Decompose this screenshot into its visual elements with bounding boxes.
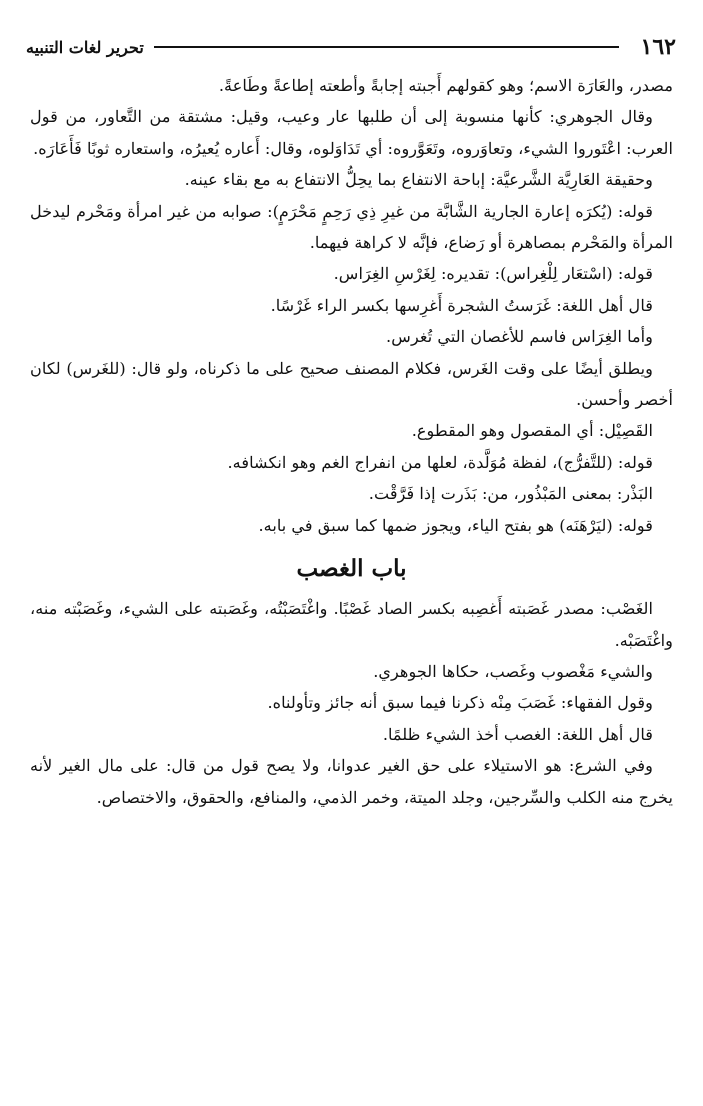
running-title: تحرير لغات التنبيه — [26, 37, 144, 57]
paragraph: قوله: (يُكرَه إعارة الجارية الشَّابَّة من غيرِ ذِي رَحِمٍ مَحْرَمٍ): صوابه من غير امرأة ومَحْرم ليدخل المرأة والمَحْرم بمصاهرة أو رَضاع، فإنَّه لا كراهة فيهما. — [30, 201, 673, 253]
paragraph: مصدر، والعَارَة الاسم؛ وهو كقولهم أَجبته إجابةً وأطعته إطاعةً وطَاعةً. — [218, 76, 673, 95]
paragraph: وأما الغِرَاس فاسم للأغصان التي تُغرس. — [386, 327, 653, 347]
paragraph: قال أهل اللغة: غَرَستُ الشجرة أَغرِسها بكسر الراء غَرْسًا. — [270, 295, 653, 315]
paragraph: وحقيقة العَارِيَّة الشَّرعيَّة: إباحة الانتفاع بما يحِلُّ الانتفاع به مع بقاء عينه. — [184, 170, 653, 190]
page-number: ١٦٢ — [640, 34, 676, 60]
paragraph: قال أهل اللغة: الغصب أخذ الشيء ظلمًا. — [382, 724, 653, 744]
paragraph: قوله: (اسْتعَار لِلْغِراس): تقديره: لِغَرْسِ الغِرَاس. — [333, 264, 653, 284]
page-content — [30, 70, 673, 813]
paragraph: وقال الجوهري: كأنها منسوبة إلى أن طلبها عار وعيب، وقيل: مشتقة من التَّعاور، من قول العرب: اعْتَوروا الشيء، وتعاوَروه، وتَعَوَّروه: أي تَدَاوَلوه، وقال: أَعاره يُعيرُه، واستعاره ثوبًا فَأَعَارَه. — [30, 107, 673, 158]
page-header — [26, 30, 676, 64]
paragraph: وقول الفقهاء: غَصَبَ مِنْه ذكرنا فيما سبق أنه جائز وتأولناه. — [267, 693, 653, 713]
paragraph: الغَصْب: مصدر غَصَبته أَغصِبه بكسر الصاد غَصْبًا. واغْتَصَبْتُه، وغَصَبته على الشيء، وغَصَبْته منه، واغْتَصَبْه. — [30, 599, 673, 650]
paragraph: وفي الشرع: هو الاستيلاء على حق الغير عدوانا، ولا يصح قول من قال: على مال الغير لأنه يخرج منه الكلب والسِّرجين، وجلد الميتة، وخمر الذمي، والمنافع، والحقوق، والاختصاص. — [30, 756, 673, 807]
paragraph: القَصِيْل: أي المقصول وهو المقطوع. — [411, 421, 653, 441]
paragraph: قوله: (للتَّفرُّج)، لفظة مُوَلَّدة، لعلها من انفراج الغم وهو انكشافه. — [227, 452, 653, 472]
paragraph: قوله: (ليَرْهَنَه) هو بفتح الياء، ويجوز ضمها كما سبق في بابه. — [258, 515, 653, 535]
section-heading: باب الغصب — [296, 555, 407, 583]
paragraph: ويطلق أيضًا على وقت الغَرس، فكلام المصنف صحيح على ما ذكرناه، ولو قال: (للغَرس) لكان أخصر وأحسن. — [30, 358, 673, 410]
paragraph: البَذْر: بمعنى المَبْذُور، من: بَذَرت إذا فَرَّقْت. — [368, 484, 653, 504]
header-rule — [154, 46, 619, 48]
paragraph: والشيء مَغْصوب وغَصب، حكاها الجوهري. — [373, 661, 653, 681]
